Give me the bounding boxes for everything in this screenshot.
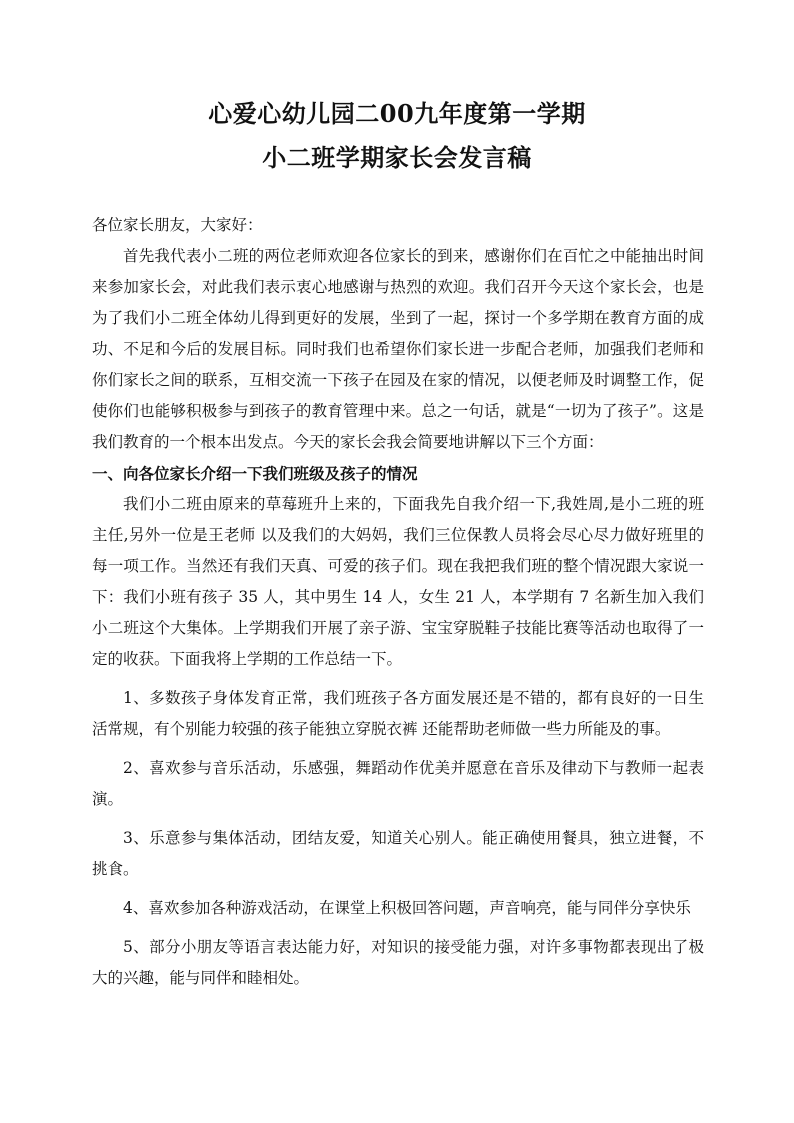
class-intro-paragraph: 我们小二班由原来的草莓班升上来的，下面我先自我介绍一下,我姓周,是小二班的班主任,另外一位是王老师 以及我们的大妈妈，我们三位保教人员将会尽心尽力做好班里的每一项工作。当然还有我们天真、可爱的孩子们。现在我把我们班的整个情况跟大家说一下：我们小班有孩子 35 人，其中男生 14 人，女生 21 人，本学期有 7 名新生加入我们小二班这个大集体。上学期我们开展了亲子游、宝宝穿脱鞋子技能比赛等活动也取得了一定的收获。下面我将上学期的工作总结一下。 bbox=[92, 495, 704, 668]
summary-item-5: 5、部分小朋友等语言表达能力好，对知识的接受能力强，对许多事物都表现出了极大的兴趣，能与同伴和睦相处。 bbox=[92, 938, 704, 987]
document-title: 心爱心幼儿园二00九年度第一学期 bbox=[208, 99, 586, 128]
summary-item-3: 3、乐意参与集体活动，团结友爱，知道关心别人。能正确使用餐具，独立进餐，不挑食。 bbox=[92, 829, 704, 878]
intro-paragraph: 首先我代表小二班的两位老师欢迎各位家长的到来，感谢你们在百忙之中能抽出时间来参加家长会，对此我们表示衷心地感谢与热烈的欢迎。我们召开今天这个家长会，也是为了我们小二班全体幼儿得到更好的发展，坐到了一起，探讨一个多学期在教育方面的成功、不足和今后的发展目标。同时我们也希望你们家长进一步配合老师，加强我们老师和你们家长之间的联系，互相交流一下孩子在园及在家的情况，以便老师及时调整工作，促使你们也能够积极参与到孩子的教育管理中来。总之一句话，就是“一切为了孩子”。这是我们教育的一个根本出发点。今天的家长会我会简要地讲解以下三个方面： bbox=[92, 247, 704, 451]
summary-item-4: 4、喜欢参加各种游戏活动，在课堂上积极回答问题，声音响亮，能与同伴分享快乐 bbox=[123, 899, 691, 917]
summary-item-2: 2、喜欢参与音乐活动，乐感强，舞蹈动作优美并愿意在音乐及律动下与教师一起表演。 bbox=[92, 759, 704, 808]
document-subtitle: 小二班学期家长会发言稿 bbox=[262, 143, 532, 172]
section-heading-1: 一、向各位家长介绍一下我们班级及孩子的情况 bbox=[92, 464, 418, 483]
document-body bbox=[92, 210, 704, 994]
summary-item-1: 1、多数孩子身体发育正常，我们班孩子各方面发展还是不错的，都有良好的一日生活常规，有个别能力较强的孩子能独立穿脱衣裤 还能帮助老师做一些力所能及的事。 bbox=[92, 689, 704, 738]
greeting: 各位家长朋友，大家好： bbox=[92, 216, 263, 234]
